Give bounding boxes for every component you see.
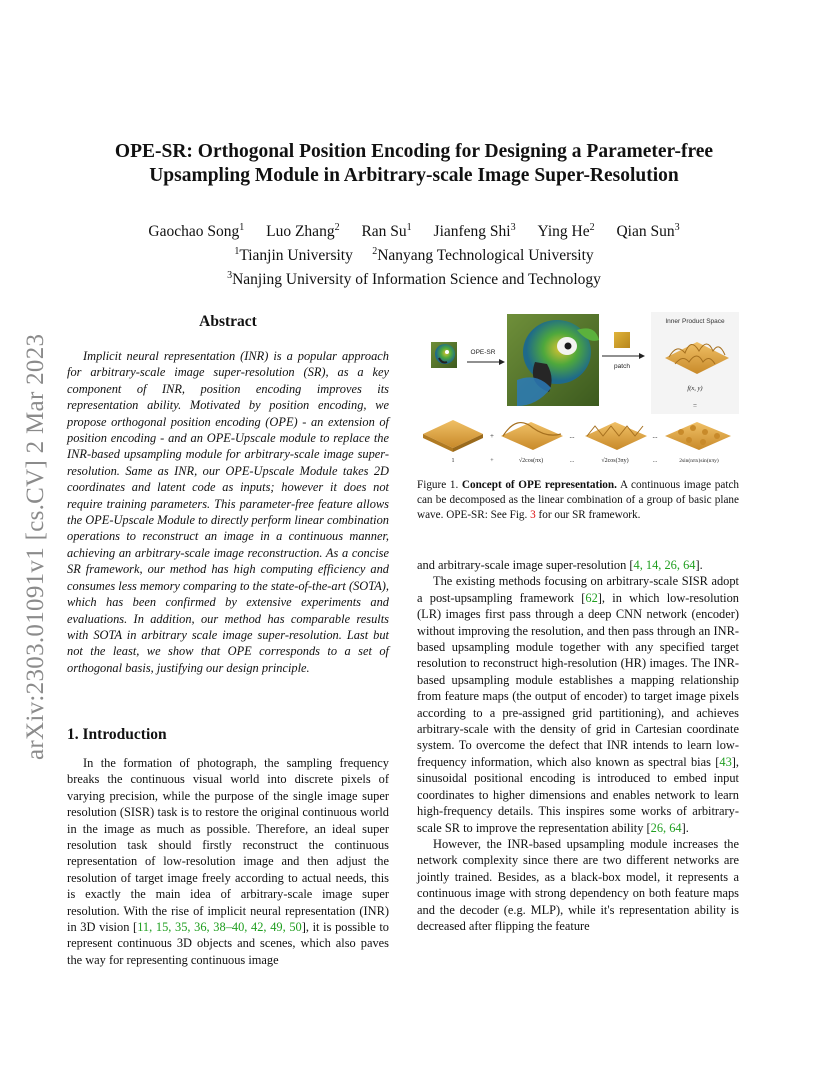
plus-sign: + [490, 432, 494, 440]
figure-1-caption: Figure 1. Concept of OPE representation. A continuous image patch can be decomposed as the linear combination of a group of basic plane wave. OPE-SR: See Fig. 3 for our SR framework. [417, 479, 740, 521]
intro-heading: 1. Introduction [67, 726, 167, 743]
inner-product-label: Inner Product Space [665, 318, 725, 325]
dots: ... [569, 432, 575, 440]
basis-label: ... [569, 458, 575, 464]
author-list [60, 218, 768, 242]
author: Jianfeng Shi$^3$ [433, 222, 516, 241]
basis-label: 2sin(nπx)sin(nπy) [679, 458, 719, 464]
image-patch [614, 332, 630, 348]
lr-image-thumbnail [431, 342, 457, 368]
title-line-1: OPE-SR: Orthogonal Position Encoding for Designing a Parameter-free [114, 141, 714, 162]
title-line-2: Upsampling Module in Arbitrary-scale Image Super-Resolution [149, 165, 679, 186]
paragraph: The existing methods focusing on arbitrary-scale SISR adopt a post-upsampling framework [62], in which low-resolution (LR) images first pass through a deep CNN network (encoder) without improving the resolution, and then pass through an INR-based upsampling module together with any specified target resolution to reconstruct high-resolution (HR) images. The INR-based upsampling module establishes a mapping relationship from feature maps (the output of encoder) to target image pixels according to a pre-assigned grid partitioning), and achieves arbitrary-scale with the density of grid in Cartesian coordinate system. To overcome the defect that INR intends to learn low-frequency information, which also known as spectral bias [43], sinusoidal positional encoding is introduced to embed input coordinates to higher dimensions and enables network to learn high-frequency details. This inspires some works of arbitrary-scale SR to improve the representation ability [26, 64]. [417, 574, 739, 835]
author: Qian Sun$^3$ [616, 222, 680, 241]
basis-label: 1 [451, 458, 455, 464]
hr-image [507, 314, 599, 406]
patch-label: patch [614, 363, 630, 370]
right-column-text [417, 557, 739, 934]
paragraph: and arbitrary-scale image super-resolution [4, 14, 26, 64]. [417, 558, 703, 572]
equals-sign: = [693, 402, 697, 410]
author: Ying He$^2$ [537, 222, 595, 241]
ope-sr-label: OPE-SR [470, 349, 496, 356]
intro-paragraph: In the formation of photograph, the sampling frequency breaks the continuous visual world into discrete pixels of varying precision, while the purpose of the single image super resolution (SISR) task is to restore the original continuous world in the image as much as possible. Therefore, an ideal super resolution task should firstly reconstruct the continuous representation of low-resolution image and then adjust the resolution of target image freely according to actual needs, this is exactly the main idea of arbitrary-scale image super resolution. With the rise of implicit neural representation (INR) in 3D vision [11, 15, 35, 36, 38–40, 42, 49, 50], it is possible to represent continuous 3D objects and scenes, which also paves the way for representing continuous image [67, 756, 389, 967]
basis-constant [423, 420, 483, 452]
basis-cos-3y [585, 422, 647, 450]
affiliation-line: $^3$Nanjing University of Information Science and Technology [227, 270, 601, 289]
author: Luo Zhang$^2$ [266, 222, 340, 241]
author: Gaochao Song$^1$ [148, 222, 245, 241]
citation-link[interactable]: 11, 15, 35, 36, 38–40, 42, 49, 50 [137, 920, 302, 935]
author: Ran Su$^1$ [361, 222, 412, 241]
basis-label: ... [652, 458, 658, 464]
figure-ref-link[interactable]: 3 [530, 509, 536, 521]
citation-link[interactable]: 26, 64 [650, 820, 682, 835]
arxiv-side-stamp: arXiv:2303.01091v1 [cs.CV] 2 Mar 2023 [22, 333, 49, 760]
paper-title [60, 140, 768, 188]
basis-label: √2cos(πx) [518, 458, 544, 464]
dots: ... [652, 432, 658, 440]
abstract-heading: Abstract [199, 313, 257, 330]
basis-sin-sin [665, 422, 731, 450]
citation-link[interactable]: 4, 14, 26, 64 [633, 558, 696, 572]
citation-link[interactable]: 43 [719, 754, 732, 769]
citation-link[interactable]: 62 [585, 590, 598, 605]
basis-label: + [490, 458, 494, 464]
affiliation-line: $^1$Tianjin University $^2$Nanyang Technological University [234, 246, 594, 265]
paragraph: However, the INR-based upsampling module increases the network complexity since there are two different networks are jointly trained. Besides, as a black-box model, it represents a continuous image with strong dependency on both feature maps and the decoder (e.g. MLP), while it's representation ability is decreased after flipping the feature [417, 836, 739, 933]
author-block [60, 218, 768, 290]
f-xy-label: f(x, y) [687, 385, 703, 392]
basis-cos-x [501, 422, 563, 450]
abstract-text: Implicit neural representation (INR) is a popular approach for arbitrary-scale image super-resolution (SR), as a key component of INR, position encoding improves its representation ability. Motivated by position encoding, we propose orthogonal position encoding (OPE) - an extension of position encoding - and an OPE-Upscale module to replace the INR-based upsampling module for arbitrary-scale image super-resolution. Same as INR, our OPE-Upscale Module takes 2D coordinates and latent code as inputs; however it does not require training parameters. This parameter-free feature allows the OPE-Upscale Module to directly perform linear combination operations to reconstruct an image in a continuous manner, achieving an arbitrary-scale image reconstruction. As a concise SR framework, our method has high computing efficiency and consumes less memory comparing to the state-of-the-art (SOTA), which has been confirmed by extensive experiments and evaluations. In addition, our method has comparable results with SOTA in arbitrary scale image super-resolution. Last but not the least, we show that OPE corresponds to a set of orthogonal basis, justifying our design principle. [67, 349, 389, 675]
figure-1 [417, 310, 739, 470]
basis-label: √2cos(3πy) [601, 458, 629, 464]
